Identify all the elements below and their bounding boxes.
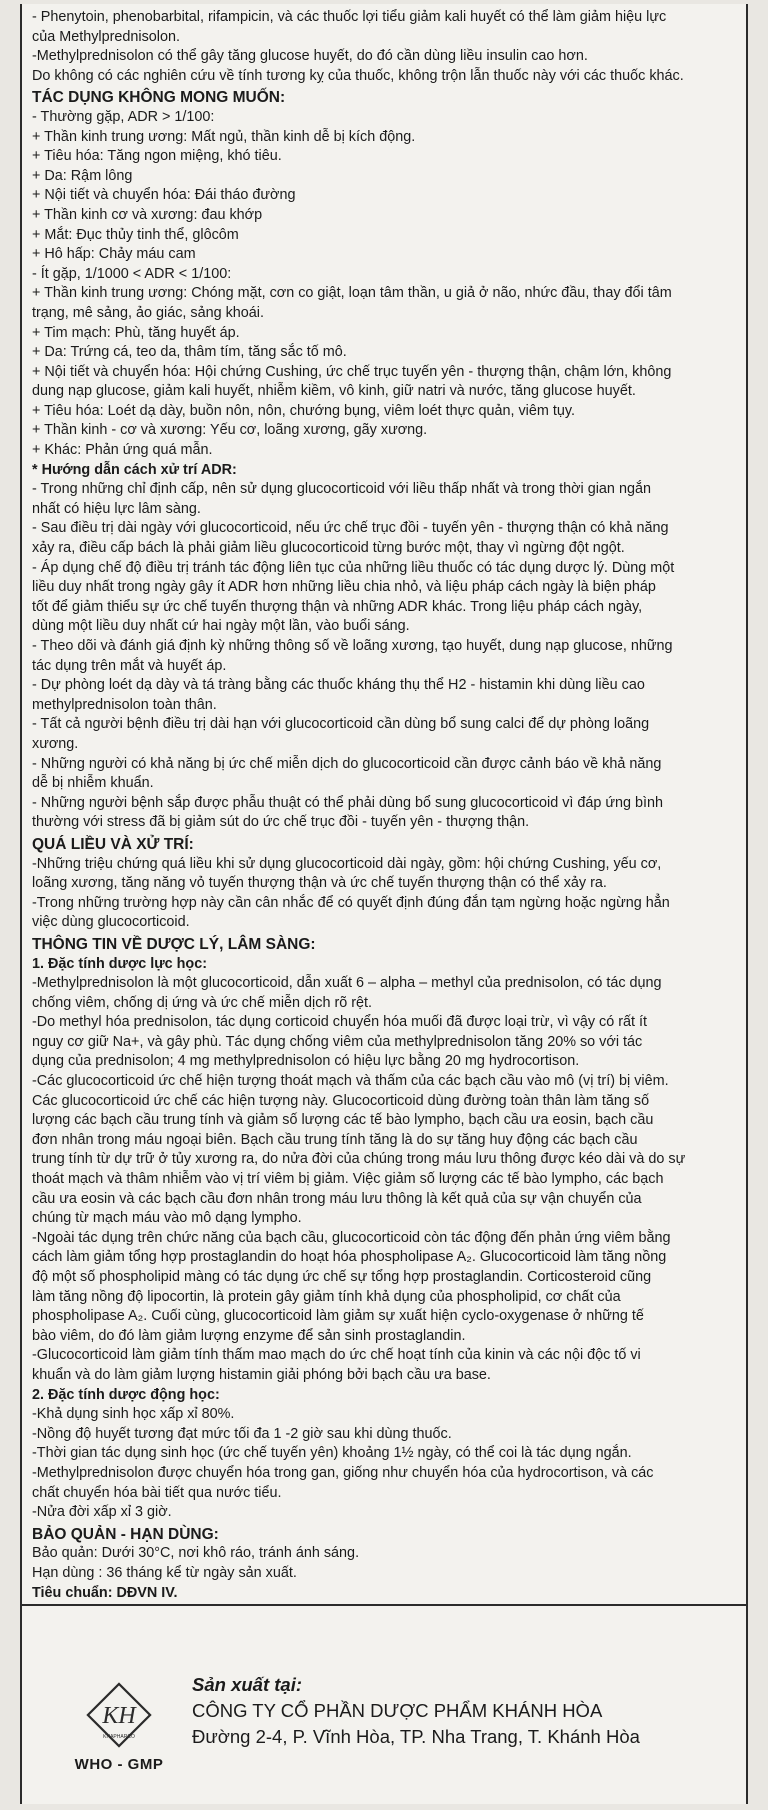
text-line: chống viêm, chống dị ứng và ức chế miễn dịch rõ rệt. xyxy=(32,994,373,1011)
text-line: cách làm giảm tổng hợp prostaglandin do hoạt hóa phospholipase A₂. Glucocorticoid làm tăng nồng xyxy=(32,1249,667,1266)
text-line: - Sau điều trị dài ngày với glucocorticoid, nếu ức chế trục đồi - tuyến yên - thượng thận có khả năng xyxy=(32,520,669,537)
text-line: -Glucocorticoid làm giảm tính thấm mao mạch do ức chế hoạt tính của kinin và các nội độc tố vi xyxy=(32,1347,641,1364)
kh-diamond-logo-icon xyxy=(84,1680,154,1750)
text-line: nguy cơ giữ Na+, và gây phù. Tác dụng chống viêm của methylprednisolon tăng 20% so với tác xyxy=(32,1033,643,1050)
subsection-heading: 2. Đặc tính dược động học: xyxy=(32,1386,220,1403)
text-line: + Da: Trứng cá, teo da, thâm tím, tăng sắc tố mô. xyxy=(32,344,347,361)
text-line: thường với stress đã bị giảm sút do ức chế trục đồi - tuyến yên - thượng thận. xyxy=(32,814,530,831)
text-line: -Methylprednisolon là một glucocorticoid, dẫn xuất 6 – alpha – methyl của prednisolon, có tác dụng xyxy=(32,975,662,992)
text-line: - Dự phòng loét dạ dày và tá tràng bằng các thuốc kháng thụ thể H2 - histamin khi dùng liều cao xyxy=(32,677,645,694)
text-line: của Methylprednisolon. xyxy=(32,28,180,45)
text-line: + Thần kinh trung ương: Chóng mặt, cơn co giật, loạn tâm thần, u giả ở não, nhức đầu, thay đổi tâm xyxy=(32,285,672,302)
text-line: -Trong những trường hợp này cần cân nhắc để có quyết định đúng đắn tạm ngừng hoặc ngừng hẳn xyxy=(32,894,670,911)
text-line: + Nội tiết và chuyển hóa: Hội chứng Cushing, ức chế trục tuyến yên - thượng thận, chậm lớn, không xyxy=(32,363,672,380)
text-line: + Khác: Phản ứng quá mẫn. xyxy=(32,442,213,459)
text-line: + Tim mạch: Phù, tăng huyết áp. xyxy=(32,324,240,341)
text-line: -Ngoài tác dụng trên chức năng của bạch cầu, glucocorticoid còn tác động đến phản ứng viêm bằng xyxy=(32,1229,671,1246)
text-line: chất chuyển hóa bài tiết qua nước tiểu. xyxy=(32,1484,282,1501)
text-line: dùng một liều duy nhất cứ hai ngày một lần, vào buổi sáng. xyxy=(32,618,410,635)
section-heading: BẢO QUẢN - HẠN DÙNG: xyxy=(32,1525,219,1543)
section-heading: TÁC DỤNG KHÔNG MONG MUỐN: xyxy=(32,89,286,107)
section-heading: THÔNG TIN VỀ DƯỢC LÝ, LÂM SÀNG: xyxy=(32,935,316,953)
company-name: CÔNG TY CỔ PHẦN DƯỢC PHẨM KHÁNH HÒA xyxy=(192,1700,603,1721)
text-line: -Các glucocorticoid ức chế hiện tượng thoát mạch và thấm của các bạch cầu vào mô (vị trí) bị viêm. xyxy=(32,1073,669,1090)
text-line: -Methylprednisolon có thể gây tăng glucose huyết, do đó cần dùng liều insulin cao hơn. xyxy=(32,48,588,65)
subsection-heading: Tiêu chuẩn: DĐVN IV. xyxy=(32,1584,178,1601)
leaflet-sheet xyxy=(20,4,748,1804)
text-line: phospholipase A₂. Cuối cùng, glucocorticoid làm giảm sự xuất hiện cyclo-oxygenase ở những tế xyxy=(32,1308,644,1325)
text-line: liều duy nhất trong ngày gây ít ADR hơn những liều chia nhỏ, và liệu pháp cách ngày là biện pháp xyxy=(32,579,656,596)
text-line: -Khả dụng sinh học xấp xỉ 80%. xyxy=(32,1406,235,1423)
text-line: dung nạp glucose, giảm kali huyết, nhiễm kiềm, vô kinh, giữ natri và nước, tăng glucose huyết. xyxy=(32,383,636,400)
section-heading: QUÁ LIỀU VÀ XỬ TRÍ: xyxy=(32,835,194,853)
text-line: tác dụng trên mắt và huyết áp. xyxy=(32,657,227,674)
manufactured-at-label: Sản xuất tại: xyxy=(192,1674,302,1695)
company-address: Đường 2-4, P. Vĩnh Hòa, TP. Nha Trang, T. Khánh Hòa xyxy=(192,1726,640,1747)
logo-letters: KH xyxy=(102,1703,136,1729)
text-line: - Những người bệnh sắp được phẫu thuật có thể phải dùng bổ sung glucocorticoid vì đáp ứng bình xyxy=(32,794,664,811)
text-line: thoát mạch và thâm nhiễm vào vị trí viêm bị giảm. Việc giảm số lượng các tế bào lympho, các bạch xyxy=(32,1171,664,1188)
text-line: loãng xương, tăng năng vỏ tuyến thượng thận và ức chế tuyến thượng thận có thể xảy ra. xyxy=(32,875,607,892)
text-line: - Trong những chỉ định cấp, nên sử dụng glucocorticoid với liều thấp nhất và trong thời gian ngắn xyxy=(32,481,651,498)
text-line: việc dùng glucocorticoid. xyxy=(32,914,190,931)
subsection-heading: * Hướng dẫn cách xử trí ADR: xyxy=(32,461,237,478)
text-line: - Những người có khả năng bị ức chế miễn dịch do glucocorticoid cần được cảnh báo về khả năng xyxy=(32,755,662,772)
text-line: đơn nhân trong máu ngoại biên. Bạch cầu trung tính tăng là do sự tăng huy động các bạch cầu xyxy=(32,1131,638,1148)
text-line: + Tiêu hóa: Loét dạ dày, buồn nôn, nôn, chướng bụng, viêm loét thực quản, viêm tụy. xyxy=(32,402,575,419)
text-line: + Thần kinh - cơ và xương: Yếu cơ, loãng xương, gãy xương. xyxy=(32,422,428,439)
text-line: tốt để giảm thiểu sự ức chế tuyến thượng thận và những ADR khác. Trong liệu pháp cách ngày, xyxy=(32,598,643,615)
footer-divider xyxy=(22,1604,746,1606)
text-line: nhất có hiệu lực lâm sàng. xyxy=(32,500,201,517)
text-line: - Phenytoin, phenobarbital, rifampicin, và các thuốc lợi tiểu giảm kali huyết có thể làm giảm hiệu lực xyxy=(32,9,667,25)
text-line: methylprednisolon toàn thân. xyxy=(32,696,217,713)
text-line: - Theo dõi và đánh giá định kỳ những thông số về loãng xương, tạo huyết, dung nạp glucose, những xyxy=(32,638,673,654)
text-line: + Da: Rậm lông xyxy=(32,167,133,184)
text-line: + Mắt: Đục thủy tinh thể, glôcôm xyxy=(32,226,239,243)
text-line: dễ bị nhiễm khuẩn. xyxy=(32,775,154,792)
text-line: Bảo quản: Dưới 30°C, nơi khô ráo, tránh ánh sáng. xyxy=(32,1545,360,1562)
text-line: Hạn dùng : 36 tháng kể từ ngày sản xuất. xyxy=(32,1564,297,1581)
text-line: xảy ra, điều cấp bách là phải giảm liều glucocorticoid từng bước một, thay vì ngừng đột ngột. xyxy=(32,540,625,557)
text-line: - Áp dụng chế độ điều trị tránh tác động liên tục của những liều thuốc có tác dụng dược lý. Dùng một xyxy=(32,559,675,576)
manufacturer-footer xyxy=(22,1664,746,1804)
text-line: độ một số phospholipid màng có tác dụng ức chế sự tổng hợp prostaglandin. Corticosteroid cũng xyxy=(32,1269,652,1285)
text-line: -Những triệu chứng quá liều khi sử dụng glucocorticoid dài ngày, gồm: hội chứng Cushing, yếu cơ, xyxy=(32,855,662,872)
text-line: lượng các bạch cầu trung tính và giảm số lượng các tế bào lympho, bạch cầu ưa eosin, bạch cầu xyxy=(32,1112,654,1129)
text-line: -Do methyl hóa prednisolon, tác dụng corticoid chuyển hóa muối đã được loại trừ, vì vậy có rất ít xyxy=(32,1014,648,1031)
text-line: + Thần kinh cơ và xương: đau khớp xyxy=(32,206,263,223)
text-line: -Methylprednisolon được chuyển hóa trong gan, giống như chuyển hóa của hydrocortison, và các xyxy=(32,1464,654,1481)
text-line: dụng của prednisolon; 4 mg methylprednisolon có hiệu lực bằng 20 mg hydrocortison. xyxy=(32,1053,580,1070)
text-line: + Tiêu hóa: Tăng ngon miệng, khó tiêu. xyxy=(32,148,282,165)
text-line: trạng, mê sảng, ảo giác, sảng khoái. xyxy=(32,304,264,321)
text-line: -Thời gian tác dụng sinh học (ức chế tuyến yên) khoảng 1½ ngày, có thể coi là tác dụng ngắn. xyxy=(32,1445,632,1462)
company-logo xyxy=(74,1680,164,1773)
text-line: Các glucocorticoid ức chế các hiện tượng này. Glucocorticoid dùng đường toàn thân làm tăng số xyxy=(32,1092,650,1109)
logo-caption: KHAPHARCO xyxy=(103,1734,135,1740)
text-line: + Hô hấp: Chảy máu cam xyxy=(32,246,196,263)
text-line: - Tất cả người bệnh điều trị dài hạn với glucocorticoid cần dùng bổ sung calci để dự phòng loãng xyxy=(32,716,650,733)
text-line: - Ít gặp, 1/1000 < ADR < 1/100: xyxy=(32,265,232,282)
text-line: Do không có các nghiên cứu về tính tương kỵ của thuốc, không trộn lẫn thuốc này với các thuốc khác. xyxy=(32,67,684,84)
text-line: + Nội tiết và chuyển hóa: Đái tháo đường xyxy=(32,187,296,204)
text-line: + Thần kinh trung ương: Mất ngủ, thần kinh dễ bị kích động. xyxy=(32,128,416,145)
text-line: trung tính từ dự trữ ở tủy xương ra, do nửa đời của chúng trong máu lưu thông được kéo dài và do sự xyxy=(32,1151,686,1168)
text-line: chúng từ mạch máu vào mô dạng lympho. xyxy=(32,1210,302,1227)
text-line: làm tăng nồng độ lipocortin, là protein gây giảm tính khả dụng của phospholipid, cơ chất của xyxy=(32,1288,621,1305)
text-line: -Nửa đời xấp xỉ 3 giờ. xyxy=(32,1504,172,1521)
text-line: bào viêm, do đó làm giảm lượng enzyme để sản sinh prostaglandin. xyxy=(32,1327,466,1344)
text-line: cầu ưa eosin và các bạch cầu đơn nhân trong máu lưu thông là kết quả của sự vận chuyển của xyxy=(32,1190,642,1207)
text-line: xương. xyxy=(32,735,79,752)
leaflet-body xyxy=(22,4,746,1603)
subsection-heading: 1. Đặc tính dược lực học: xyxy=(32,955,208,972)
text-line: -Nồng độ huyết tương đạt mức tối đa 1 -2 giờ sau khi dùng thuốc. xyxy=(32,1425,452,1442)
text-line: - Thường gặp, ADR > 1/100: xyxy=(32,108,215,125)
who-gmp-mark: WHO - GMP xyxy=(74,1756,164,1773)
manufacturer-info xyxy=(192,1672,640,1750)
text-line: khuẩn và do làm giảm lượng histamin giải phóng bởi bạch cầu ưa base. xyxy=(32,1366,491,1383)
